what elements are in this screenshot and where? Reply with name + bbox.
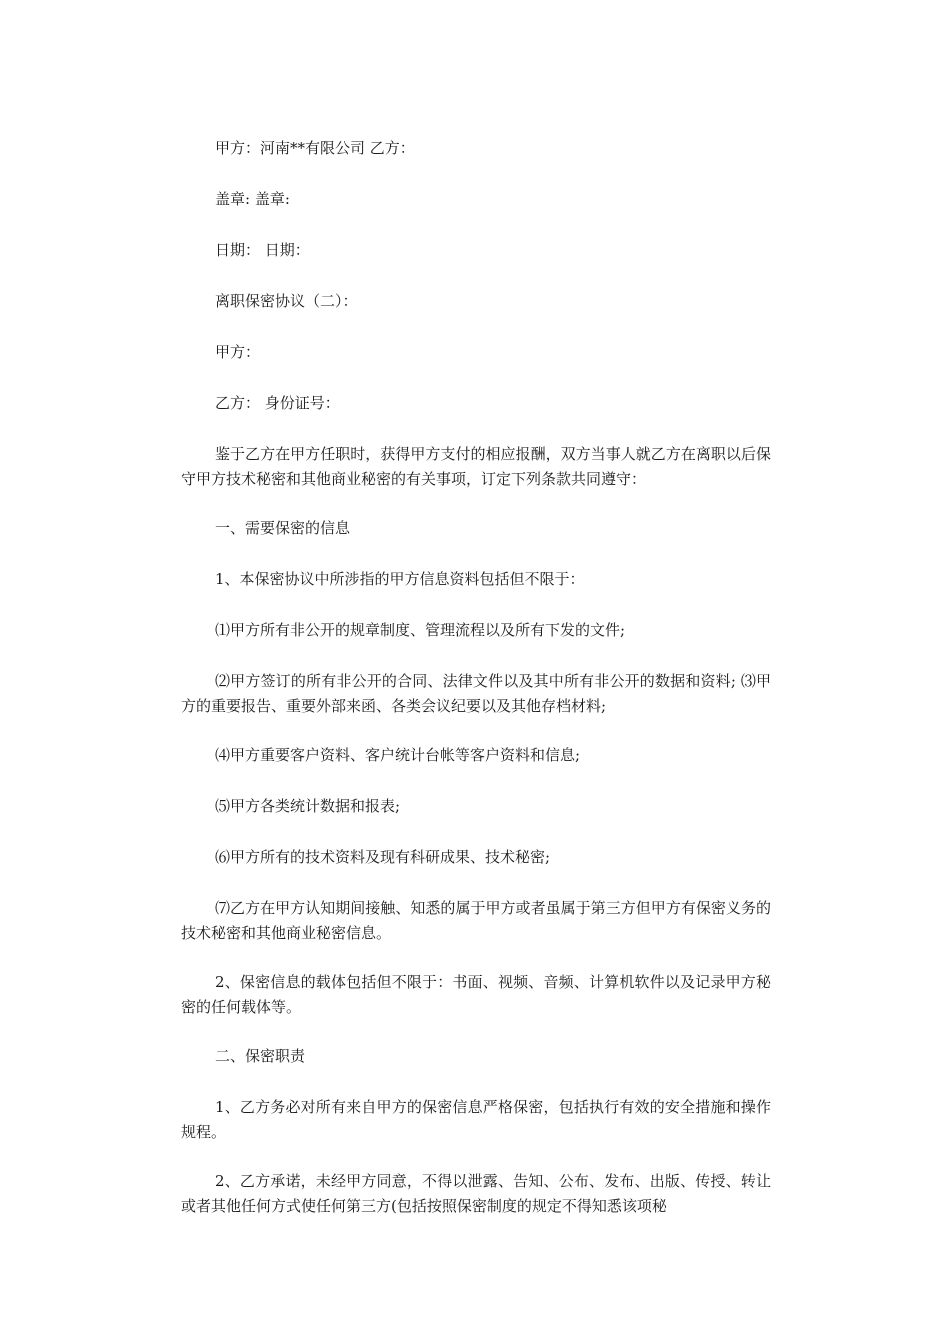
date-line: 日期： 日期： [215, 241, 310, 259]
section-heading-1: 一、需要保密的信息 [215, 519, 351, 537]
document-body [181, 136, 771, 1245]
seal-line: 盖章: 盖章: [215, 190, 290, 208]
clause-item-7: ⑺乙方在甲方认知期间接触、知悉的属于甲方或者虽属于第三方但甲方有保密义务的技术秘密和其他商业秘密信息。 [181, 899, 771, 942]
clause-1-2: 2、保密信息的载体包括但不限于：书面、视频、音频、计算机软件以及记录甲方秘密的任何载体等。 [181, 973, 771, 1016]
preamble-paragraph: 鉴于乙方在甲方任职时，获得甲方支付的相应报酬，双方当事人就乙方在离职以后保守甲方技术秘密和其他商业秘密的有关事项，订定下列条款共同遵守： [181, 445, 771, 488]
clause-item-5: ⑸甲方各类统计数据和报表; [215, 797, 401, 815]
agreement-title: 离职保密协议（二）： [215, 292, 358, 310]
clause-2-1: 1、乙方务必对所有来自甲方的保密信息严格保密，包括执行有效的安全措施和操作规程。 [181, 1098, 771, 1141]
clause-item-4: ⑷甲方重要客户资料、客户统计台帐等客户资料和信息; [215, 746, 581, 764]
clause-item-2-3: ⑵甲方签订的所有非公开的合同、法律文件以及其中所有非公开的数据和资料; ⑶甲方的重要报告、重要外部来函、各类会议纪要以及其他存档材料; [181, 672, 771, 715]
section-heading-2: 二、保密职责 [215, 1047, 306, 1065]
clause-item-6: ⑹甲方所有的技术资料及现有科研成果、技术秘密; [215, 848, 551, 866]
party-a-line: 甲方： [215, 343, 261, 361]
clause-1-1: 1、本保密协议中所涉指的甲方信息资料包括但不限于： [215, 570, 585, 588]
clause-item-1: ⑴甲方所有非公开的规章制度、管理流程以及所有下发的文件; [215, 621, 626, 639]
clause-2-2: 2、乙方承诺，未经甲方同意，不得以泄露、告知、公布、发布、出版、传授、转让或者其他任何方式使任何第三方(包括按照保密制度的规定不得知悉该项秘 [181, 1172, 771, 1215]
party-b-id-line: 乙方： 身份证号： [215, 394, 340, 412]
party-a-b-line: 甲方：河南**有限公司 乙方： [215, 139, 415, 157]
